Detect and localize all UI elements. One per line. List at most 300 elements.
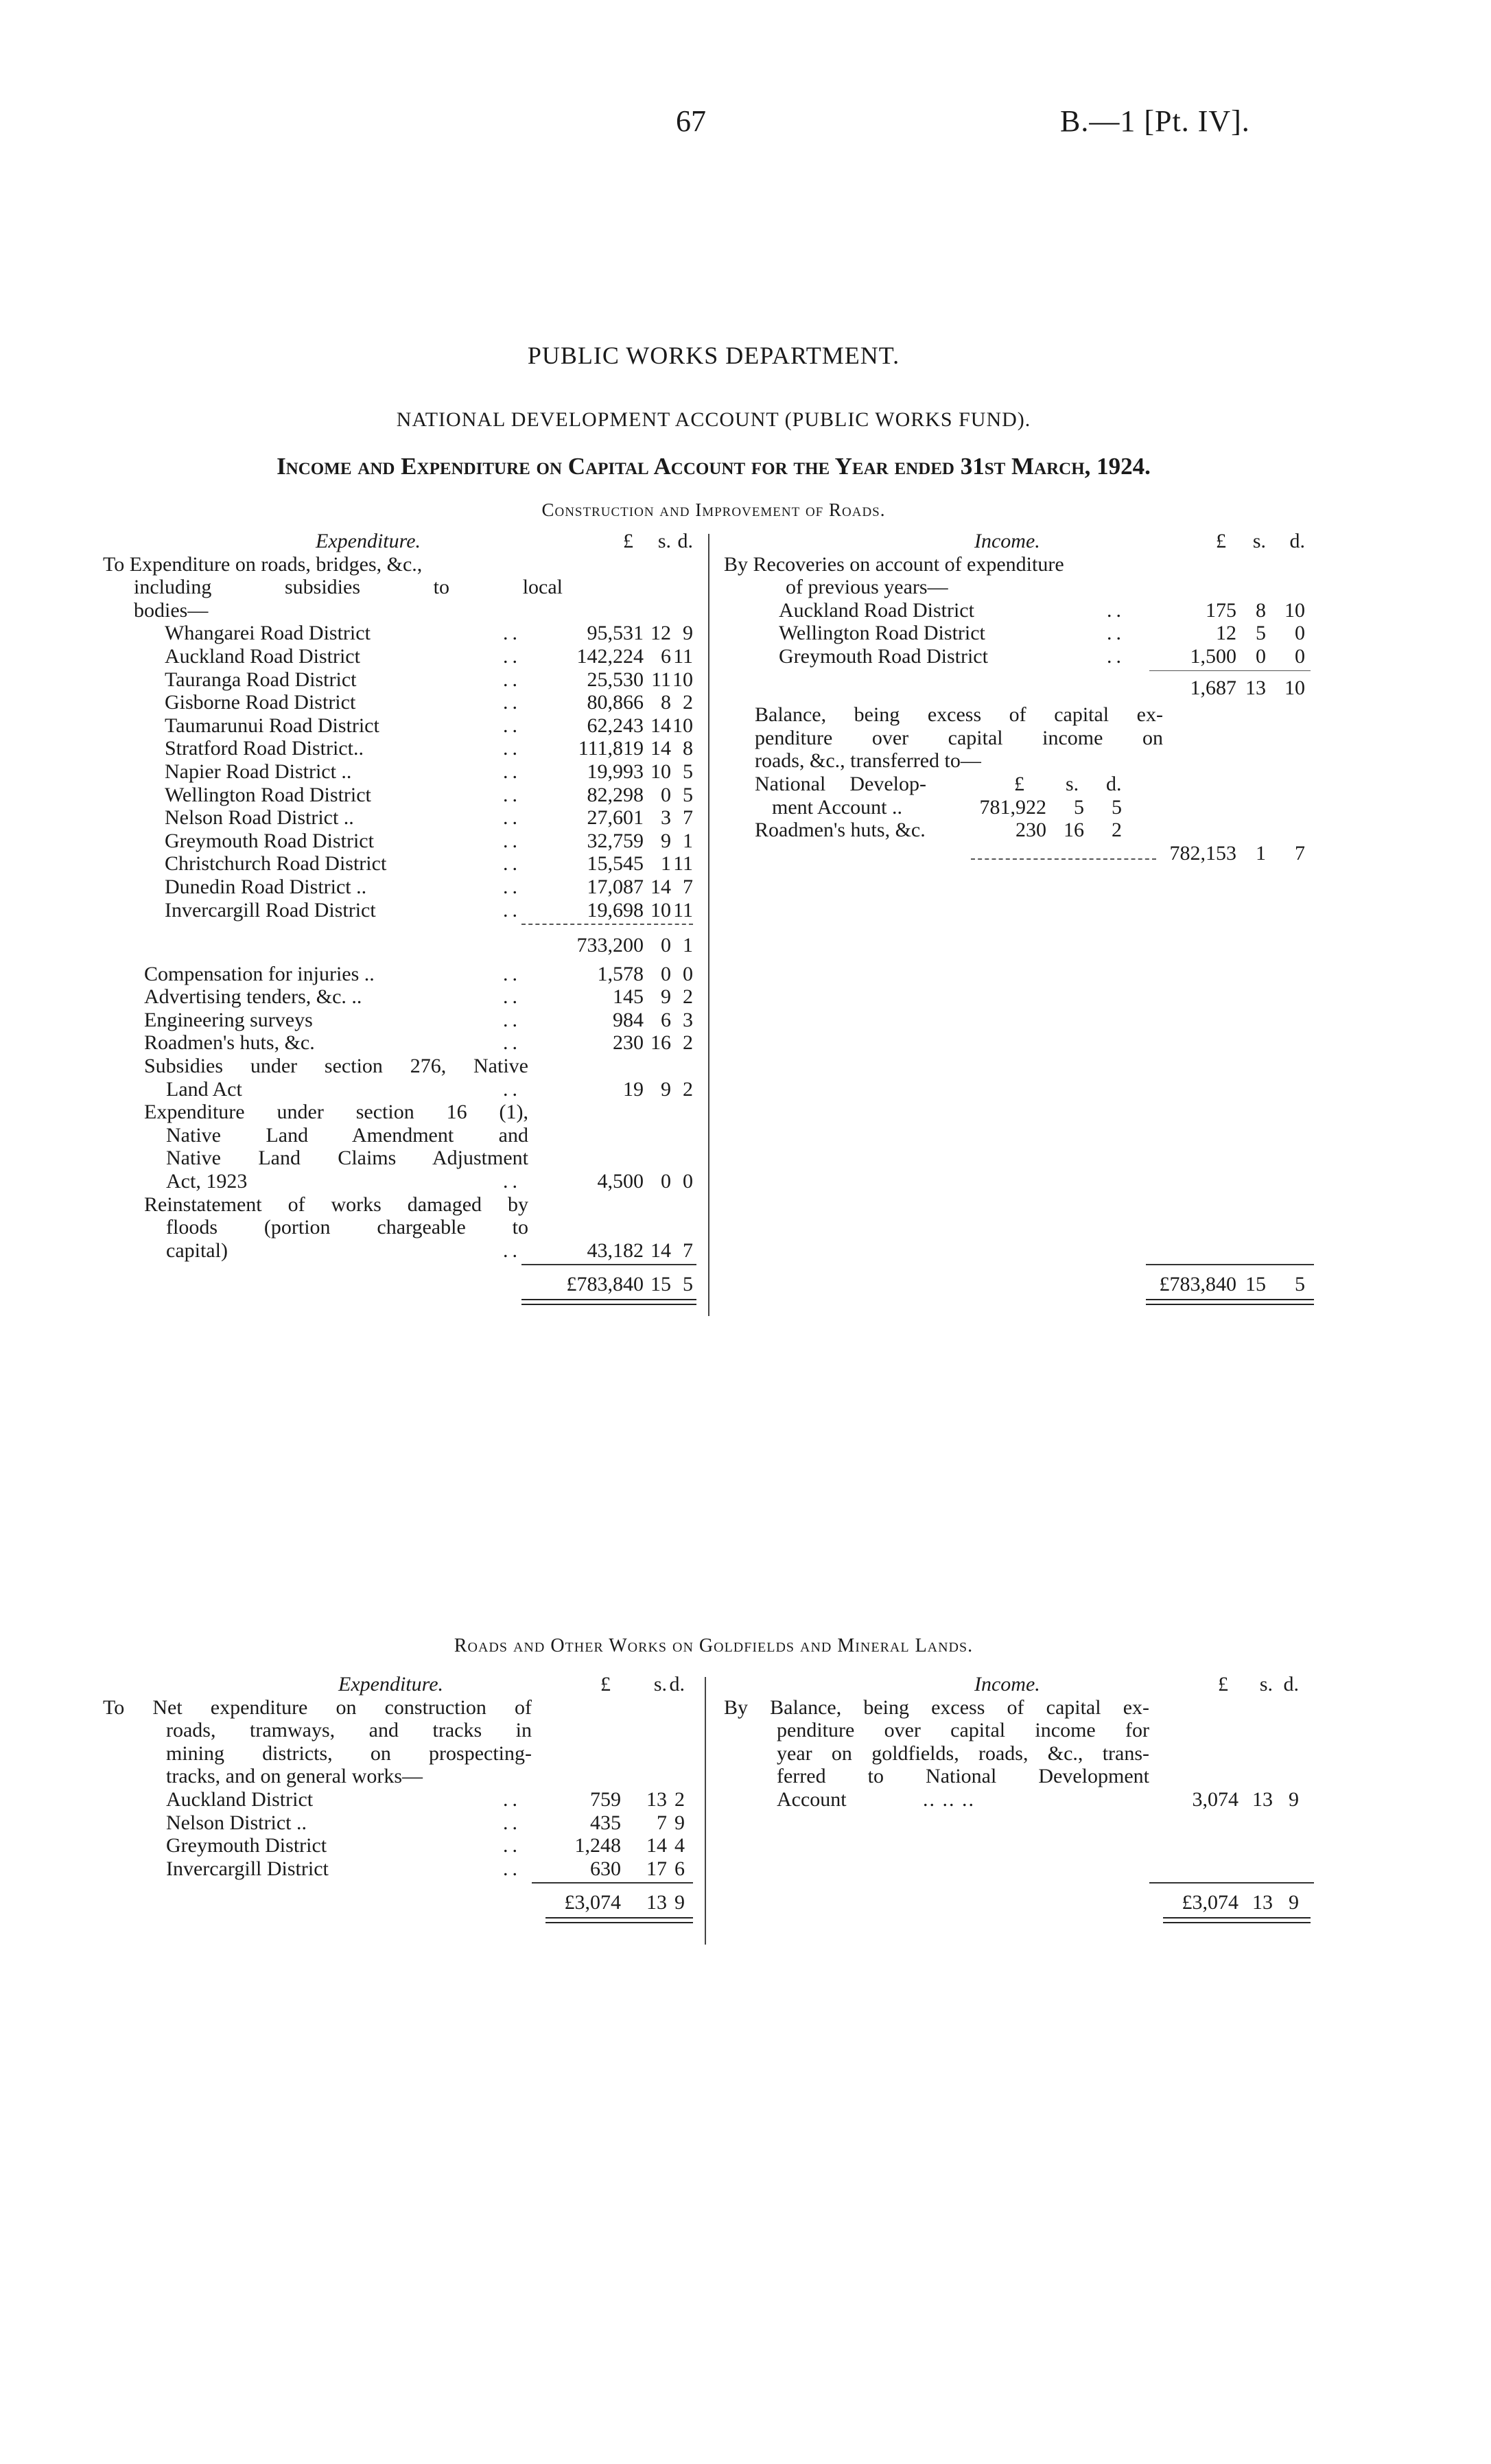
subtotal-pounds: 733,200 — [576, 934, 644, 957]
balance-item-pounds: 781,922 — [979, 795, 1046, 819]
pounds-heading: £ — [1216, 530, 1226, 552]
subtotal-row — [103, 934, 700, 957]
recovery-pounds: 1,500 — [1190, 644, 1236, 668]
leader-dots: .. — [503, 852, 521, 876]
district-pence: 9 — [683, 622, 693, 645]
balance-text: roads, &c., transferred to— — [755, 749, 981, 773]
balance-item-row — [724, 796, 1321, 819]
expenditure-total-double-rule — [103, 1296, 700, 1304]
district-name: Gisborne Road District — [165, 691, 356, 714]
recoveries-total-shillings: 13 — [1245, 676, 1266, 699]
other-expenditure-text: Expenditure under section 16 (1), — [144, 1101, 528, 1124]
page-number: 67 — [676, 104, 706, 138]
district-name: Nelson District .. — [166, 1811, 307, 1834]
balance-total-pence: 7 — [1295, 841, 1305, 865]
expenditure-intro-line — [103, 1719, 700, 1742]
district-pounds: 82,298 — [587, 783, 644, 806]
income-total-rule-line — [1149, 1882, 1314, 1884]
other-expenditure-pence: 0 — [683, 962, 693, 985]
recoveries-total-pounds: 1,687 — [1190, 676, 1236, 699]
district-row — [103, 668, 700, 692]
expenditure-intro-text: roads, tramways, and tracks in — [166, 1719, 532, 1742]
income-line — [724, 1788, 1321, 1811]
subtotal-shillings: 0 — [661, 934, 671, 957]
income-heading-row — [724, 530, 1321, 553]
district-pence: 8 — [683, 737, 693, 760]
district-shillings: 14 — [650, 737, 671, 760]
leader-dots: .. — [503, 1811, 521, 1834]
income-total-pounds: £783,840 — [1159, 1273, 1236, 1296]
leader-dots: .. — [1107, 622, 1125, 645]
district-name: Auckland District — [166, 1787, 314, 1811]
expenditure-total-shillings: 13 — [646, 1891, 667, 1914]
recovery-shillings: 8 — [1256, 598, 1266, 622]
recoveries-rule — [724, 668, 1321, 677]
balance-item-pence: 5 — [1112, 795, 1122, 819]
district-shillings: 14 — [650, 875, 671, 898]
other-expenditure-line — [103, 1170, 700, 1193]
other-expenditure-line — [103, 1031, 700, 1055]
section1-income — [724, 530, 1321, 1304]
income-total-pounds: £3,074 — [1182, 1891, 1238, 1914]
leader-dots: .. — [503, 783, 521, 806]
balance-line — [724, 703, 1321, 727]
district-shillings: 3 — [661, 806, 671, 830]
leader-dots: .. — [503, 737, 521, 760]
income-total-shillings: 13 — [1252, 1891, 1273, 1914]
district-shillings: 14 — [650, 714, 671, 737]
balance-item-pounds: 230 — [1015, 819, 1046, 842]
other-expenditure-line — [103, 1009, 700, 1032]
leader-dots: .. — [503, 1170, 521, 1193]
district-pence: 10 — [672, 714, 693, 737]
expenditure-total-pence: 5 — [683, 1273, 693, 1296]
department-title: PUBLIC WORKS DEPARTMENT. — [527, 342, 900, 369]
recovery-name: Greymouth Road District — [779, 644, 988, 668]
other-expenditure-line — [103, 1239, 700, 1263]
leader-dots: .. — [503, 1077, 521, 1101]
section2-title: Roads and Other Works on Goldfields and Mineral Lands. — [454, 1635, 974, 1656]
district-pence: 5 — [683, 783, 693, 806]
district-name: Auckland Road District — [165, 644, 360, 668]
district-name: Stratford Road District.. — [165, 737, 364, 760]
balance-shillings-heading: s. — [1066, 772, 1079, 795]
other-expenditure-pounds: 230 — [613, 1031, 644, 1055]
other-expenditure-pounds: 984 — [613, 1008, 644, 1031]
district-pence: 11 — [673, 898, 693, 922]
district-row — [103, 806, 700, 830]
shillings-heading: s. — [1252, 530, 1266, 552]
other-expenditure-text: floods (portion chargeable to — [166, 1216, 528, 1239]
district-shillings: 0 — [661, 783, 671, 806]
district-name: Taumarunui Road District — [165, 714, 379, 737]
expenditure-total-row — [103, 1891, 700, 1914]
district-pounds: 435 — [590, 1811, 621, 1834]
recovery-shillings: 0 — [1256, 644, 1266, 668]
income-intro-line — [724, 576, 1321, 599]
district-pence: 11 — [673, 644, 693, 668]
other-expenditure-line — [103, 1078, 700, 1101]
expenditure-intro-line — [103, 553, 700, 576]
district-pence: 4 — [674, 1834, 685, 1857]
balance-pounds-heading: £ — [1014, 772, 1024, 795]
leader-dots: .. — [503, 644, 521, 668]
district-row — [103, 784, 700, 807]
leader-dots: .. — [503, 898, 521, 922]
balance-total-shillings: 1 — [1256, 841, 1266, 865]
income-total-rule — [724, 1880, 1321, 1890]
expenditure-intro-line — [103, 1765, 700, 1788]
other-expenditure-text: Native Land Claims Adjustment — [166, 1147, 528, 1170]
other-expenditure-pence: 2 — [683, 985, 693, 1009]
district-pounds: 19,698 — [587, 898, 644, 922]
district-name: Greymouth Road District — [165, 829, 374, 852]
other-expenditure-shillings: 9 — [661, 985, 671, 1009]
expenditure-total-pence: 9 — [674, 1891, 685, 1914]
leader-dots: .. — [503, 1239, 521, 1262]
district-shillings: 17 — [646, 1857, 667, 1880]
leader-dots: .. — [503, 985, 521, 1009]
leader-dots: .. — [503, 829, 521, 852]
expenditure-total-double-rule — [103, 1914, 700, 1923]
income-amount-pounds: 3,074 — [1192, 1787, 1238, 1811]
district-shillings: 9 — [661, 829, 671, 852]
district-row — [103, 691, 700, 714]
expenditure-intro-line — [103, 1742, 700, 1765]
other-expenditure-pence: 3 — [683, 1008, 693, 1031]
double-rule — [545, 1917, 693, 1923]
double-rule — [521, 1299, 696, 1305]
district-shillings: 10 — [650, 898, 671, 922]
balance-item-name: National Develop- — [755, 772, 926, 795]
leader-dots: .. — [503, 1031, 521, 1055]
pence-heading: d. — [1289, 530, 1305, 552]
district-row — [103, 622, 700, 645]
recoveries-rule-line — [1149, 670, 1311, 671]
account-title: NATIONAL DEVELOPMENT ACCOUNT (PUBLIC WORKS FUND). — [396, 408, 1031, 431]
other-expenditure-line — [103, 985, 700, 1009]
double-rule — [1163, 1917, 1311, 1923]
district-pence: 1 — [683, 829, 693, 852]
district-pence: 6 — [674, 1857, 685, 1880]
balance-line — [724, 727, 1321, 750]
district-shillings: 10 — [650, 760, 671, 783]
other-expenditure-shillings: 0 — [661, 962, 671, 985]
district-pence: 2 — [674, 1787, 685, 1811]
subtotal-pence: 1 — [683, 934, 693, 957]
other-expenditure-line — [103, 1124, 700, 1147]
expenditure-total-rule — [103, 1262, 700, 1271]
leader-dots: .. — [1107, 598, 1125, 622]
leader-dots: .. — [503, 875, 521, 898]
recovery-name: Wellington Road District — [779, 622, 985, 645]
leader-dots: .. — [503, 962, 521, 985]
leader-dots: .. — [503, 714, 521, 737]
other-expenditure-shillings: 9 — [661, 1077, 671, 1101]
district-row — [103, 645, 700, 668]
district-pence: 5 — [683, 760, 693, 783]
district-shillings: 12 — [650, 622, 671, 645]
district-row — [103, 760, 700, 784]
income-heading: Income. — [974, 1673, 1040, 1696]
other-expenditure-pence: 7 — [683, 1239, 693, 1262]
leader-dots: .. — [503, 806, 521, 830]
income-text: By Balance, being excess of capital ex- — [724, 1696, 1149, 1719]
statement-title: Income and Expenditure on Capital Account for the Year ended 31st March, 1924. — [277, 453, 1151, 480]
balance-item-pence: 2 — [1112, 819, 1122, 842]
leader-dots: .. — [1107, 644, 1125, 668]
district-pounds: 27,601 — [587, 806, 644, 830]
other-expenditure-text: Roadmen's huts, &c. — [144, 1031, 315, 1055]
district-pounds: 80,866 — [587, 691, 644, 714]
leader-dots: .. .. .. — [923, 1787, 975, 1811]
pounds-heading: £ — [1218, 1673, 1228, 1696]
expenditure-intro-text: tracks, and on general works— — [166, 1765, 423, 1788]
leader-dots: .. — [503, 1857, 521, 1880]
district-name: Christchurch Road District — [165, 852, 387, 876]
district-row — [103, 899, 700, 922]
expenditure-total-row — [103, 1273, 700, 1296]
recoveries-total-pence: 10 — [1284, 676, 1305, 699]
section2-expenditure — [103, 1673, 700, 1923]
other-expenditure-text: capital) — [166, 1239, 228, 1262]
recovery-row — [724, 645, 1321, 668]
district-pounds: 630 — [590, 1857, 621, 1880]
double-rule — [1146, 1299, 1314, 1305]
pounds-heading: £ — [623, 530, 633, 552]
recovery-pence: 0 — [1295, 644, 1305, 668]
district-name: Invercargill Road District — [165, 898, 376, 922]
income-line — [724, 1742, 1321, 1765]
other-expenditure-text: Advertising tenders, &c. .. — [144, 985, 362, 1009]
leader-dots: .. — [503, 1834, 521, 1857]
income-total-pence: 5 — [1295, 1273, 1305, 1296]
income-text: penditure over capital income for — [777, 1719, 1149, 1742]
expenditure-intro-text: mining districts, on prospecting- — [166, 1741, 532, 1765]
expenditure-total-pounds: £783,840 — [566, 1273, 644, 1296]
other-expenditure-line — [103, 1216, 700, 1239]
income-line — [724, 1765, 1321, 1788]
balance-line — [724, 749, 1321, 773]
other-expenditure-shillings: 14 — [650, 1239, 671, 1262]
district-pounds: 32,759 — [587, 829, 644, 852]
district-pounds: 95,531 — [587, 622, 644, 645]
recovery-name: Auckland Road District — [779, 598, 974, 622]
district-row — [103, 737, 700, 760]
other-expenditure-pounds: 43,182 — [587, 1239, 644, 1262]
expenditure-total-shillings: 15 — [650, 1273, 671, 1296]
district-row — [103, 714, 700, 738]
expenditure-intro-line — [103, 1696, 700, 1720]
district-name: Nelson Road District .. — [165, 806, 354, 830]
district-row — [103, 852, 700, 876]
leader-dots: .. — [503, 691, 521, 714]
subtotal-rule-line — [521, 924, 693, 925]
expenditure-total-rule-line — [532, 1882, 693, 1884]
district-pounds: 15,545 — [587, 852, 644, 876]
expenditure-total-rule-line — [521, 1264, 696, 1265]
document-reference: B.—1 [Pt. IV]. — [1060, 104, 1250, 138]
district-shillings: 1 — [661, 852, 671, 876]
other-expenditure-line — [103, 1147, 700, 1170]
district-pounds: 1,248 — [574, 1834, 621, 1857]
other-expenditure-pounds: 19 — [623, 1077, 644, 1101]
balance-pence-heading: d. — [1106, 772, 1122, 795]
other-expenditure-line — [103, 1101, 700, 1124]
income-intro-text: By Recoveries on account of expenditure — [724, 552, 1064, 576]
district-row — [103, 1788, 700, 1811]
recovery-pounds: 175 — [1206, 598, 1236, 622]
income-line — [724, 1719, 1321, 1742]
balance-total-row — [724, 842, 1321, 865]
district-row — [103, 876, 700, 899]
expenditure-intro-line — [103, 599, 700, 622]
income-intro-text: of previous years— — [786, 576, 948, 599]
expenditure-heading: Expenditure. — [316, 530, 421, 552]
section1-divider — [708, 534, 709, 1316]
district-shillings: 8 — [661, 691, 671, 714]
district-row — [103, 1834, 700, 1857]
district-pounds: 759 — [590, 1787, 621, 1811]
leader-dots: .. — [503, 760, 521, 783]
pence-heading: d. — [669, 1673, 685, 1696]
district-pence: 7 — [683, 806, 693, 830]
section1-expenditure — [103, 530, 700, 1304]
pounds-heading: £ — [600, 1673, 611, 1696]
district-pence: 9 — [674, 1811, 685, 1834]
district-shillings: 6 — [661, 644, 671, 668]
expenditure-intro-text: To Net expenditure on construction of — [103, 1696, 532, 1719]
expenditure-total-pounds: £3,074 — [564, 1891, 621, 1914]
shillings-heading: s. — [653, 1673, 667, 1696]
district-name: Greymouth District — [166, 1834, 327, 1857]
district-shillings: 11 — [651, 668, 671, 691]
pence-heading: d. — [1283, 1673, 1299, 1696]
other-expenditure-line — [103, 1193, 700, 1217]
recovery-pence: 0 — [1295, 622, 1305, 645]
balance-item-name: ment Account .. — [772, 795, 902, 819]
district-name: Wellington Road District — [165, 783, 371, 806]
other-expenditure-text: Compensation for injuries .. — [144, 962, 375, 985]
income-text: year on goldfields, roads, &c., trans- — [777, 1741, 1149, 1765]
other-expenditure-shillings: 16 — [650, 1031, 671, 1055]
leader-dots: .. — [503, 1008, 521, 1031]
expenditure-intro-text: To Expenditure on roads, bridges, &c., — [103, 552, 423, 576]
balance-item-row — [724, 819, 1321, 842]
recovery-row — [724, 622, 1321, 645]
shillings-heading: s. — [1259, 1673, 1273, 1696]
balance-item-row — [724, 773, 1321, 796]
income-total-pence: 9 — [1289, 1891, 1299, 1914]
expenditure-heading-row — [103, 1673, 700, 1696]
other-expenditure-pounds: 145 — [613, 985, 644, 1009]
district-name: Dunedin Road District .. — [165, 875, 367, 898]
expenditure-intro-text: including subsidies to local — [134, 576, 563, 599]
income-text: ferred to National Development — [777, 1765, 1149, 1788]
other-expenditure-line — [103, 1055, 700, 1078]
balance-text: Balance, being excess of capital ex- — [755, 703, 1163, 727]
pence-heading: d. — [677, 530, 693, 552]
district-row — [103, 1811, 700, 1835]
shillings-heading: s. — [657, 530, 671, 552]
section2-income — [724, 1673, 1321, 1923]
section2-divider — [705, 1677, 706, 1945]
balance-item-shillings: 5 — [1074, 795, 1084, 819]
expenditure-intro-line — [103, 576, 700, 599]
balance-leader-line — [971, 858, 1156, 860]
other-expenditure-text: Engineering surveys — [144, 1008, 313, 1031]
income-text: Account — [777, 1787, 847, 1811]
income-total-row — [724, 1273, 1321, 1296]
other-expenditure-pounds: 4,500 — [597, 1170, 644, 1193]
district-row — [103, 1857, 700, 1881]
recovery-pence: 10 — [1284, 598, 1305, 622]
other-expenditure-text: Act, 1923 — [166, 1170, 248, 1193]
district-pounds: 19,993 — [587, 760, 644, 783]
expenditure-total-rule — [103, 1880, 700, 1890]
recovery-row — [724, 599, 1321, 622]
district-pence: 7 — [683, 875, 693, 898]
other-expenditure-pounds: 1,578 — [597, 962, 644, 985]
other-expenditure-text: Reinstatement of works damaged by — [144, 1193, 528, 1216]
income-heading-row — [724, 1673, 1321, 1696]
income-amount-shillings: 13 — [1252, 1787, 1273, 1811]
district-name: Napier Road District .. — [165, 760, 352, 783]
district-name: Whangarei Road District — [165, 622, 371, 645]
income-total-rule-line — [1146, 1264, 1314, 1265]
expenditure-heading: Expenditure. — [338, 1673, 444, 1696]
other-expenditure-text: Subsidies under section 276, Native — [144, 1055, 528, 1078]
income-total-double-rule — [724, 1296, 1321, 1304]
district-pounds: 111,819 — [578, 737, 644, 760]
district-shillings: 14 — [646, 1834, 667, 1857]
other-expenditure-shillings: 6 — [661, 1008, 671, 1031]
other-expenditure-pence: 2 — [683, 1077, 693, 1101]
other-expenditure-pence: 0 — [683, 1170, 693, 1193]
other-expenditure-text: Land Act — [166, 1077, 242, 1101]
other-expenditure-shillings: 0 — [661, 1170, 671, 1193]
balance-item-name: Roadmen's huts, &c. — [755, 819, 926, 842]
district-name: Invercargill District — [166, 1857, 329, 1880]
district-shillings: 7 — [657, 1811, 667, 1834]
subtotal-rule — [103, 922, 700, 930]
other-expenditure-line — [103, 963, 700, 986]
district-pence: 11 — [673, 852, 693, 876]
district-pounds: 62,243 — [587, 714, 644, 737]
other-expenditure-pence: 2 — [683, 1031, 693, 1055]
district-name: Tauranga Road District — [165, 668, 357, 691]
income-heading: Income. — [974, 530, 1040, 552]
recovery-pounds: 12 — [1216, 622, 1236, 645]
district-pence: 10 — [672, 668, 693, 691]
income-total-row — [724, 1891, 1321, 1914]
income-intro-line — [724, 553, 1321, 576]
section1-title: Construction and Improvement of Roads. — [541, 500, 886, 520]
balance-item-shillings: 16 — [1064, 819, 1084, 842]
expenditure-intro-text: bodies— — [134, 598, 209, 622]
district-pounds: 17,087 — [587, 875, 644, 898]
income-total-rule — [724, 1262, 1321, 1271]
recoveries-total-row — [724, 677, 1321, 700]
income-line — [724, 1696, 1321, 1720]
district-pounds: 25,530 — [587, 668, 644, 691]
district-pounds: 142,224 — [576, 644, 644, 668]
leader-dots: .. — [503, 1787, 521, 1811]
leader-dots: .. — [503, 668, 521, 691]
income-total-shillings: 15 — [1245, 1273, 1266, 1296]
income-amount-pence: 9 — [1289, 1787, 1299, 1811]
balance-total-pounds: 782,153 — [1169, 841, 1236, 865]
